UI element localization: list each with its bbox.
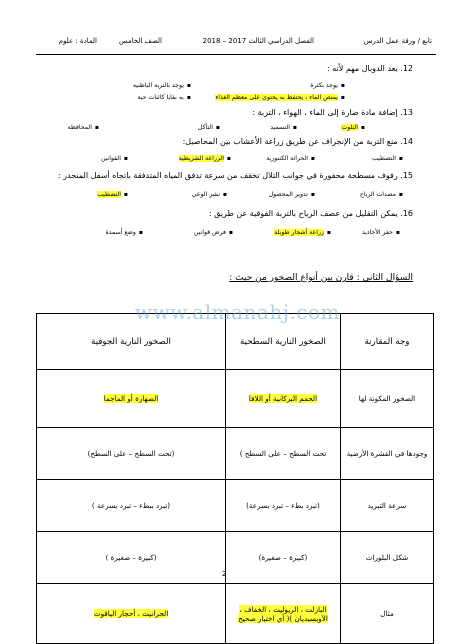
table-row [37,532,434,584]
q14-option-2: ▪ الحراثة الكنتورية [266,155,315,162]
cell: البازلت ، الريوليت ، الخفاف ، الأوبسيديان )( أي اختيار صحيح [226,584,341,644]
header-cell: الصخور النارية السطحية [226,314,341,370]
q15-option-1: ▪ مصدات الرياح [360,191,403,198]
row-label: سرعة التبريد [341,480,434,532]
cell: الحمم البركانية أو اللافا [226,370,341,428]
rocks-comparison-table [36,313,434,644]
row-label: الصخور المكونة لها [341,370,434,428]
cell: (كبيرة – صغيرة ) [37,532,226,584]
question-12: 12. يعد الدوبال مهم لأنه : [327,64,413,73]
q13-option-4: ▪ المحافظة [68,124,100,131]
q15-option-2: ▪ تدوير المحصول [269,191,315,198]
table-row [37,428,434,480]
table-row [37,370,434,428]
section-title: السؤال الثاني : قارن بين أنواع الصخور من حيث : [229,273,413,283]
header-cell: وجه المقارنة [341,314,434,370]
table-row [37,480,434,532]
q12-option-2: ▪ يوجد بالتربة الباطنية [133,82,191,89]
question-14: 14. منع التربة من الإنجراف عن طريق زراعة الأعشاب بين المحاصيل: [182,137,413,146]
cell: الجرانيت ، أحجار الياقوت [37,584,226,644]
cell: الصهارة أو الماجما [37,370,226,428]
header-subject: المادة : علوم [58,37,97,45]
q12-option-3: ▪ يمتص الماء ، يحتفظ به يحتوي على معظم الغذاء [215,94,345,101]
q14-option-3: ▪ الزراعة الشريطية [179,155,231,162]
q16-option-3: ▪ فرض قوانين [194,229,233,236]
cell: تحت السطح – على السطح ) [226,428,341,480]
row-label: وجودها في القشرة الأرضية [341,428,434,480]
question-16: 16. يمكن التقليل من عصف الرياح بالتربة الفوقية عن طريق : [208,209,413,218]
header-title: تابع / ورقة عمل الدرس [363,37,432,45]
cell: (كبيرة – صغيرة) [226,532,341,584]
row-label: مثال [341,584,434,644]
q16-option-4: ▪ وضع أسمدة [105,229,143,236]
q14-option-4: ▪ القوانين [101,155,128,162]
cell: (تحت السطح – على السطح) [37,428,226,480]
q13-option-1: ▪ التلوث [341,124,365,131]
q13-option-3: ▪ التآكل [198,124,220,131]
header-divider [36,54,436,55]
header-cell: الصخور النارية الجوفية [37,314,226,370]
header-term: الفصل الدراسي الثالث 2017 – 2018 [202,37,314,45]
q12-option-4: ▪ به بقايا كائنات حية [137,94,191,101]
q16-option-1: ▪ حفر الأخاديد [362,229,400,236]
q12-option-1: ▪ يوجد بكثرة [310,82,345,89]
question-15: 15. رفوف مسطحة محفورة في جوانب التلال تخفف من سرعة تدفق المياه المتدفقة باتجاه أسفل المنحدر : [57,171,413,180]
question-13: 13. إضافة مادة ضارة إلى الماء ، الهواء ، التربة : [252,108,413,117]
table-row [37,584,434,644]
q15-option-4: ▪ التصطيب [97,191,128,198]
page-number: 2 [222,570,227,578]
cell: (تبرد بطء – تبرد بسرعة) [226,480,341,532]
row-label: شكل البلورات [341,532,434,584]
q15-option-3: ▪ نشر الوعي [192,191,227,198]
header-grade: الصف الخامس [118,37,162,45]
page-header [40,37,432,51]
watermark: www.almanahj.com [135,300,341,324]
q16-option-2: ▪ زراعة أشجار طويلة [274,229,331,236]
cell: (تبرد ببطء – تبرد بسرعة ) [37,480,226,532]
q14-option-1: ▪ التصطيب [372,155,403,162]
q13-option-2: ▪ التسميد [270,124,297,131]
